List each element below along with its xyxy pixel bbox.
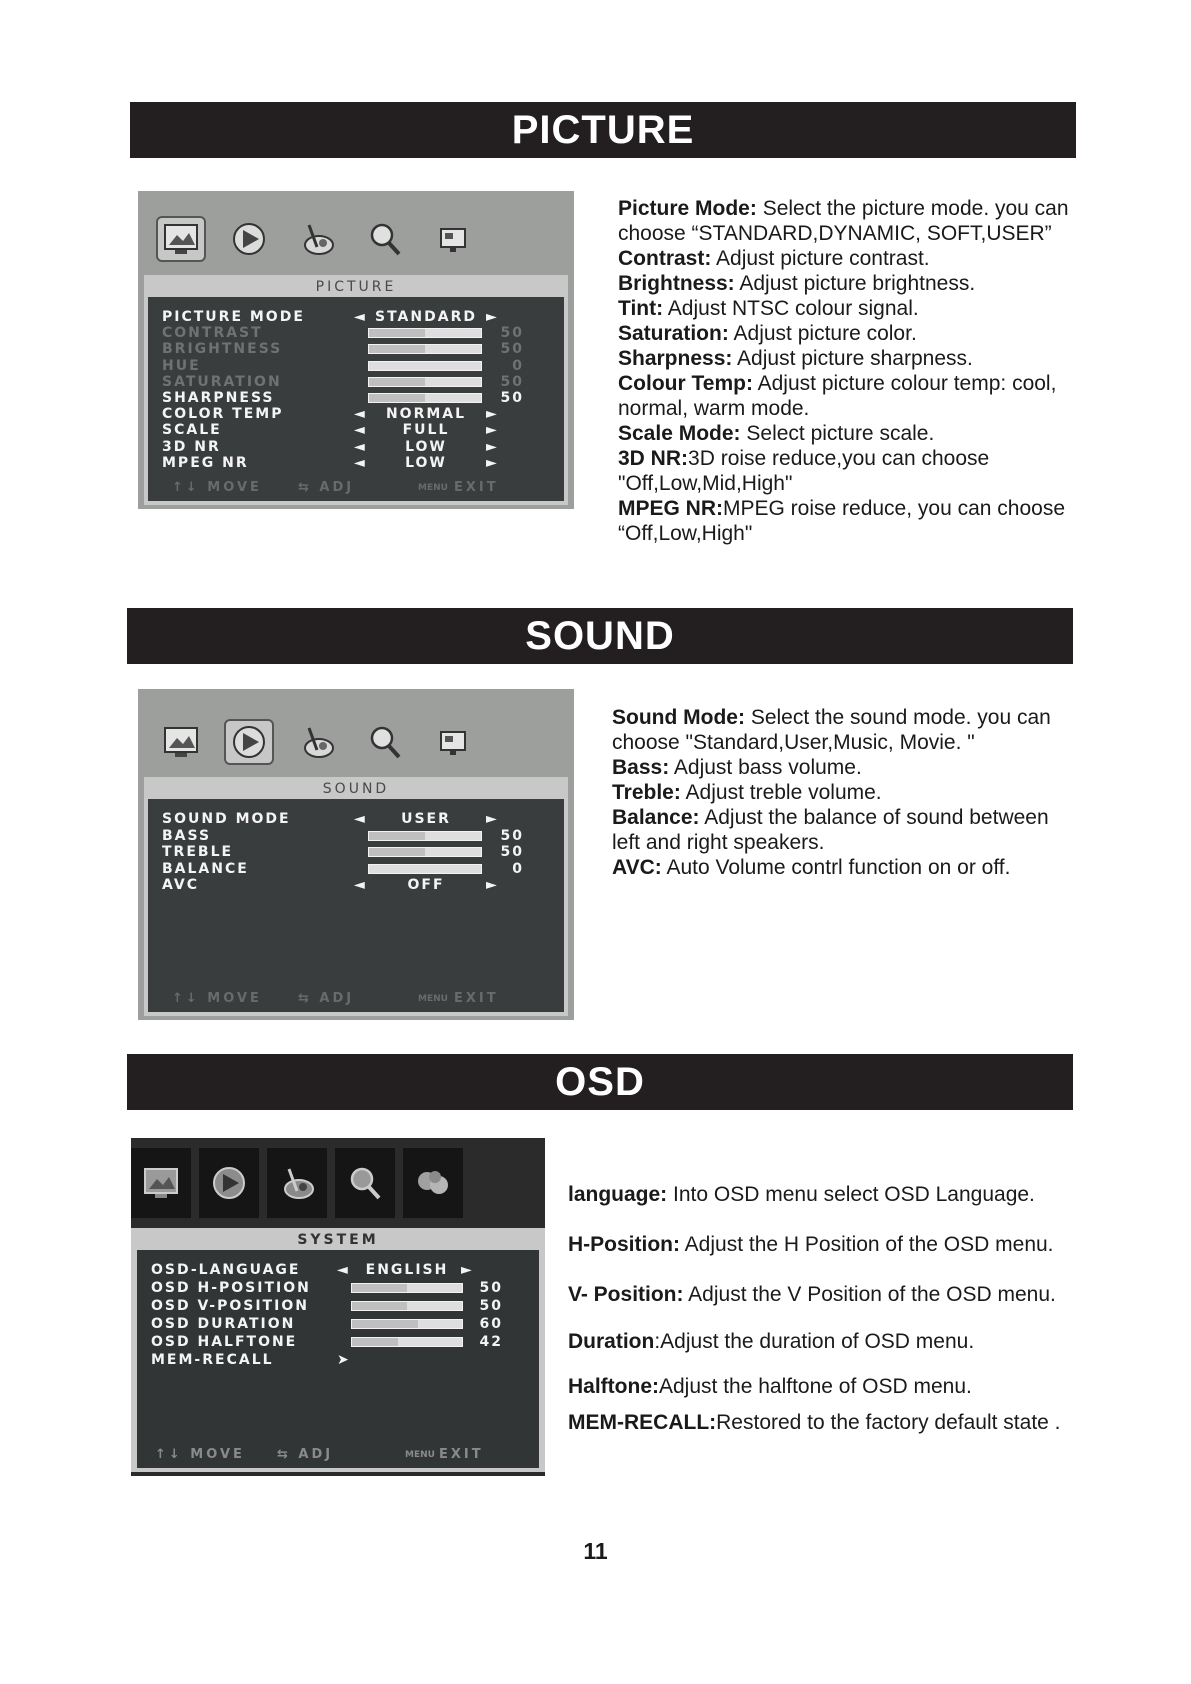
menu-row[interactable] xyxy=(148,358,564,375)
menu-row[interactable] xyxy=(148,325,564,342)
slider-fill xyxy=(369,832,425,840)
description-text: Select picture scale. xyxy=(740,422,935,445)
description-term: Tint: xyxy=(618,297,664,320)
description-item xyxy=(618,271,1088,296)
row-label: OSD V-POSITION xyxy=(151,1298,309,1314)
arrow-left-icon: ◄ xyxy=(354,422,367,439)
row-option-value: STANDARD xyxy=(375,309,477,325)
row-label: OSD HALFTONE xyxy=(151,1334,298,1350)
description-term: H-Position: xyxy=(568,1233,680,1256)
description-text: Restored to the factory default state . xyxy=(716,1411,1061,1434)
description-item xyxy=(618,496,1088,546)
description-item xyxy=(568,1232,1128,1257)
picture-menu-title: PICTURE xyxy=(148,277,564,297)
arrow-right-icon: ► xyxy=(486,309,499,325)
osd-descriptions xyxy=(568,1182,1128,1435)
menu-row[interactable] xyxy=(137,1298,539,1315)
row-option-value: LOW xyxy=(405,438,447,455)
row-value: 60 xyxy=(479,1316,503,1332)
description-item xyxy=(612,780,1082,805)
page-number: 11 xyxy=(583,1538,608,1564)
menu-row[interactable] xyxy=(148,406,564,423)
slider-bar xyxy=(351,1337,463,1347)
description-term: Contrast: xyxy=(618,247,712,270)
slider-bar xyxy=(368,831,482,841)
description-text: Adjust treble volume. xyxy=(680,781,882,804)
menu-row[interactable] xyxy=(148,828,564,845)
setup-icon xyxy=(267,1148,327,1218)
row-label: PICTURE MODE xyxy=(162,309,305,325)
menu-row[interactable] xyxy=(137,1316,539,1333)
arrow-right-icon: ► xyxy=(486,422,499,439)
description-term: Duration xyxy=(568,1330,655,1353)
footer-menu-key: MENU xyxy=(405,1450,435,1460)
menu-row[interactable] xyxy=(137,1334,539,1351)
description-item xyxy=(568,1374,1128,1399)
description-text: Adjust picture contrast. xyxy=(711,247,930,270)
menu-row[interactable] xyxy=(148,861,564,878)
description-text: Adjust NTSC colour signal. xyxy=(663,297,919,320)
row-label: BASS xyxy=(162,827,212,844)
slider-fill xyxy=(352,1302,407,1310)
description-text: Adjust picture colour temp: cool, normal, warm mode. xyxy=(618,372,1057,420)
arrow-left-icon: ◄ xyxy=(354,811,367,827)
description-item xyxy=(612,705,1082,755)
menu-row[interactable] xyxy=(148,844,564,861)
row-label: SCALE xyxy=(162,422,222,439)
description-term: Colour Temp: xyxy=(618,372,753,395)
description-item xyxy=(618,321,1088,346)
osd-menu-screenshot xyxy=(131,1138,545,1476)
row-label: 3D NR xyxy=(162,438,221,455)
arrow-left-icon: ◄ xyxy=(354,406,367,423)
picture-icon xyxy=(131,1148,191,1218)
slider-fill xyxy=(369,378,425,386)
menu-row[interactable] xyxy=(137,1280,539,1297)
sound-icon xyxy=(224,216,274,262)
setup-icon xyxy=(292,719,342,765)
row-label: OSD DURATION xyxy=(151,1316,296,1332)
description-term: V- Position: xyxy=(568,1283,684,1306)
description-term: Halftone: xyxy=(568,1375,659,1398)
description-item xyxy=(568,1282,1128,1307)
sound-banner xyxy=(127,608,1073,664)
description-text: Select the sound mode. you can choose "Standard,User,Music, Movie. " xyxy=(612,706,1051,754)
row-value: 50 xyxy=(479,1298,503,1314)
osd-banner-title: OSD xyxy=(555,1059,645,1104)
slider-fill xyxy=(369,345,425,353)
description-item xyxy=(612,805,1082,855)
description-term: Brightness: xyxy=(618,272,735,295)
slider-bar xyxy=(351,1283,463,1293)
slider-bar xyxy=(368,344,482,354)
description-term: Balance: xyxy=(612,806,700,829)
arrow-left-icon: ◄ xyxy=(354,454,367,471)
description-item xyxy=(612,755,1082,780)
footer-exit: EXIT xyxy=(454,480,499,495)
row-label: BRIGHTNESS xyxy=(162,341,283,358)
row-label: HUE xyxy=(162,357,201,374)
description-text: Adjust bass volume. xyxy=(669,756,862,779)
description-text: Adjust picture brightness. xyxy=(734,272,976,295)
row-option-value: OFF xyxy=(407,877,445,893)
footer-exit: EXIT xyxy=(454,991,499,1006)
description-text: Adjust the H Position of the OSD menu. xyxy=(679,1233,1054,1256)
slider-fill xyxy=(352,1320,418,1328)
menu-row[interactable] xyxy=(148,455,564,472)
system-icon xyxy=(428,216,478,262)
arrow-right-icon: ► xyxy=(486,877,499,893)
description-term: Scale Mode: xyxy=(618,422,741,445)
sound-descriptions xyxy=(612,705,1082,880)
slider-bar xyxy=(368,393,482,403)
row-value: 50 xyxy=(500,373,524,390)
picture-icon xyxy=(156,216,206,262)
slider-fill xyxy=(369,329,425,337)
row-value: 50 xyxy=(500,390,524,406)
setup-icon xyxy=(292,216,342,262)
row-label: OSD H-POSITION xyxy=(151,1280,311,1296)
row-label: TREBLE xyxy=(162,844,234,860)
slider-bar xyxy=(351,1319,463,1329)
arrow-right-icon: ► xyxy=(486,406,499,423)
row-value: 50 xyxy=(500,844,524,860)
description-item xyxy=(618,196,1088,246)
sound-banner-title: SOUND xyxy=(525,613,675,658)
description-text: Adjust the halftone of OSD menu. xyxy=(659,1375,972,1398)
picture-banner xyxy=(130,102,1076,158)
footer-move: ↑↓ MOVE xyxy=(172,480,262,495)
row-value: 42 xyxy=(479,1334,503,1350)
sound-menu-screenshot xyxy=(138,689,574,1020)
description-text: Select the picture mode. you can choose “STANDARD,DYNAMIC, SOFT,USER” xyxy=(618,197,1069,245)
arrow-left-icon: ◄ xyxy=(354,309,367,325)
osd-banner xyxy=(127,1054,1073,1110)
row-label: MPEG NR xyxy=(162,454,249,471)
description-text: Adjust picture color. xyxy=(728,322,917,345)
slider-bar xyxy=(368,847,482,857)
description-item xyxy=(568,1329,1128,1354)
row-label: SHARPNESS xyxy=(162,390,275,406)
description-item xyxy=(618,346,1088,371)
menu-row[interactable] xyxy=(137,1352,539,1369)
search-icon xyxy=(335,1148,395,1218)
description-text: Adjust the V Position of the OSD menu. xyxy=(683,1283,1056,1306)
arrow-left-icon: ◄ xyxy=(354,438,367,455)
description-item xyxy=(618,421,1088,446)
description-term: Sharpness: xyxy=(618,347,733,370)
description-item xyxy=(618,371,1088,421)
description-item xyxy=(618,296,1088,321)
picture-menu-panel xyxy=(144,275,568,505)
row-option-value: NORMAL xyxy=(385,406,467,423)
row-option-value: USER xyxy=(401,811,451,827)
menu-row[interactable] xyxy=(148,374,564,391)
slider-fill xyxy=(352,1338,398,1346)
description-term: Bass: xyxy=(612,756,670,779)
description-text: Adjust picture sharpness. xyxy=(732,347,973,370)
description-item xyxy=(618,446,1088,496)
menu-row[interactable] xyxy=(148,341,564,358)
description-item xyxy=(612,855,1082,880)
footer-adj: ⇆ ADJ xyxy=(298,480,355,495)
menu-row[interactable] xyxy=(148,811,564,828)
description-text: MPEG roise reduce, you can choose “Off,Low,High" xyxy=(618,497,1066,545)
footer-adj: ⇆ ADJ xyxy=(298,991,355,1006)
menu-row[interactable] xyxy=(137,1262,539,1279)
footer-adj: ⇆ ADJ xyxy=(277,1447,334,1462)
description-term: Picture Mode: xyxy=(618,197,757,220)
picture-banner-title: PICTURE xyxy=(511,107,695,152)
osd-menu-title: SYSTEM xyxy=(137,1230,539,1250)
slider-bar xyxy=(368,864,482,874)
row-value: 50 xyxy=(479,1280,503,1296)
row-label: AVC xyxy=(162,877,199,893)
row-option-value: ENGLISH xyxy=(365,1262,449,1278)
menu-row[interactable] xyxy=(148,390,564,407)
description-term: Sound Mode: xyxy=(612,706,745,729)
row-value: 0 xyxy=(512,357,524,374)
row-option-value: FULL xyxy=(402,422,450,439)
sound-icon xyxy=(224,719,274,765)
system-icon xyxy=(403,1148,463,1218)
picture-descriptions xyxy=(618,196,1088,546)
description-term: AVC: xyxy=(612,856,662,879)
slider-fill xyxy=(352,1284,407,1292)
description-term: Treble: xyxy=(612,781,681,804)
arrow-right-icon: ► xyxy=(486,438,499,455)
description-term: language: xyxy=(568,1183,668,1206)
description-term: 3D NR: xyxy=(618,447,689,470)
sound-icon xyxy=(199,1148,259,1218)
menu-row[interactable] xyxy=(148,877,564,894)
description-text: 3D roise reduce,you can choose "Off,Low,Mid,High" xyxy=(618,447,990,495)
description-item xyxy=(618,246,1088,271)
footer-exit: EXIT xyxy=(439,1447,484,1462)
footer-move: ↑↓ MOVE xyxy=(155,1447,245,1462)
row-label: MEM-RECALL xyxy=(151,1352,274,1368)
slider-bar xyxy=(368,377,482,387)
row-label: BALANCE xyxy=(162,860,249,877)
row-label: COLOR TEMP xyxy=(162,406,284,423)
sound-menu-title: SOUND xyxy=(148,779,564,799)
row-label: SOUND MODE xyxy=(162,811,291,827)
row-label: CONTRAST xyxy=(162,325,263,342)
picture-menu-screenshot xyxy=(138,191,574,509)
row-value: 50 xyxy=(500,341,524,358)
menu-row[interactable] xyxy=(148,439,564,456)
description-term: Saturation: xyxy=(618,322,729,345)
picture-icon xyxy=(156,719,206,765)
footer-move: ↑↓ MOVE xyxy=(172,991,262,1006)
row-label: SATURATION xyxy=(162,373,282,390)
row-value: 50 xyxy=(500,827,524,844)
sound-menu-panel xyxy=(144,777,568,1016)
description-item xyxy=(568,1182,1128,1207)
arrow-left-icon: ◄ xyxy=(337,1262,350,1278)
slider-fill xyxy=(369,394,425,402)
menu-row[interactable] xyxy=(148,422,564,439)
footer-menu-key: MENU xyxy=(418,483,448,493)
description-text: Adjust the balance of sound between left and right speakers. xyxy=(612,806,1049,854)
menu-row[interactable] xyxy=(148,309,564,326)
search-icon xyxy=(360,719,410,765)
search-icon xyxy=(360,216,410,262)
arrow-left-icon: ◄ xyxy=(354,877,367,893)
description-term: MPEG NR: xyxy=(618,497,723,520)
footer-menu-key: MENU xyxy=(418,994,448,1004)
slider-bar xyxy=(368,361,482,371)
slider-bar xyxy=(368,328,482,338)
osd-menu-panel xyxy=(131,1228,545,1472)
row-value: 0 xyxy=(512,860,524,877)
description-item xyxy=(568,1410,1128,1435)
chevron-right-icon: ➤ xyxy=(337,1352,351,1368)
arrow-right-icon: ► xyxy=(486,811,499,827)
slider-fill xyxy=(369,848,425,856)
description-text: Auto Volume contrl function on or off. xyxy=(661,856,1011,879)
description-term: MEM-RECALL: xyxy=(568,1411,717,1434)
arrow-right-icon: ► xyxy=(486,454,499,471)
row-value: 50 xyxy=(500,325,524,342)
row-option-value: LOW xyxy=(405,454,447,471)
row-label: OSD-LANGUAGE xyxy=(151,1262,301,1278)
arrow-right-icon: ► xyxy=(461,1262,474,1278)
description-text: :Adjust the duration of OSD menu. xyxy=(654,1330,975,1353)
system-icon xyxy=(428,719,478,765)
description-text: Into OSD menu select OSD Language. xyxy=(667,1183,1035,1206)
slider-bar xyxy=(351,1301,463,1311)
